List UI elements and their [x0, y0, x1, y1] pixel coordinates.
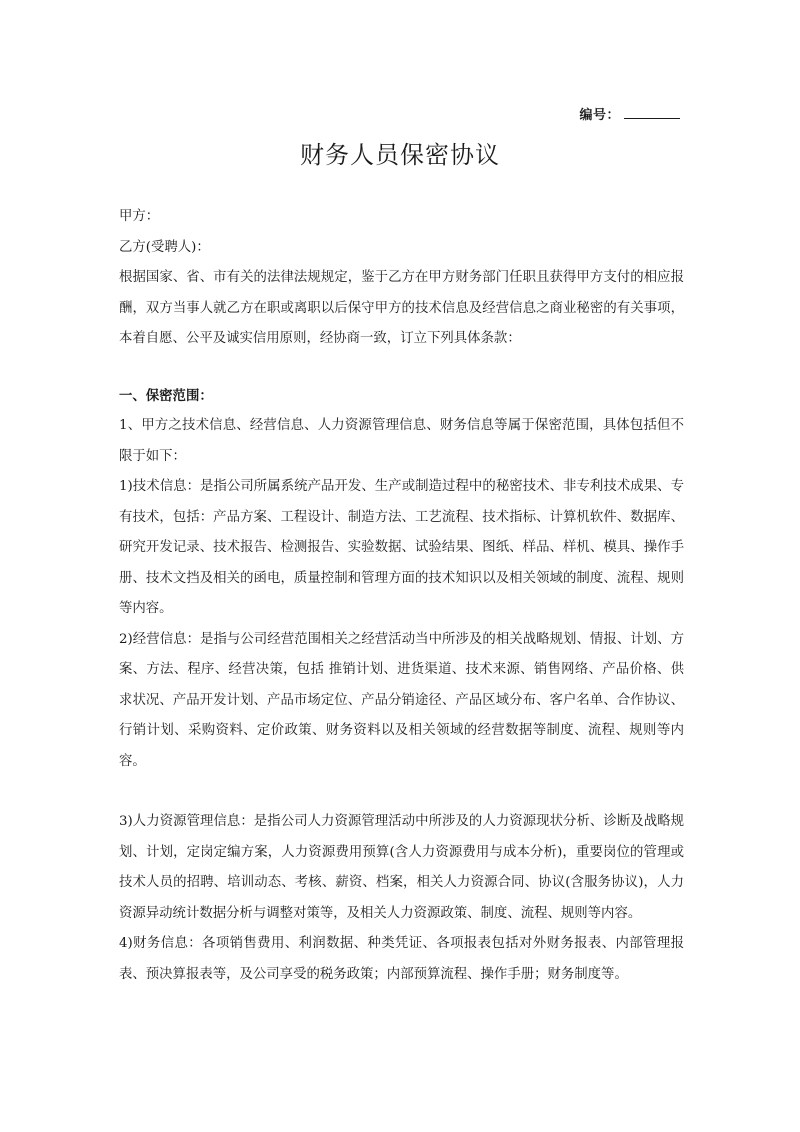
clause-financial-info: 4)财务信息：各项销售费用、利润数据、种类凭证、各项报表包括对外财务报表、内部管理报表、预决算报表等，及公司享受的税务政策；内部预算流程、操作手册；财务制度等。: [119, 936, 684, 982]
document-number-blank: [624, 108, 680, 119]
clause-technical-info: 1)技术信息：是指公司所属系统产品开发、生产或制造过程中的秘密技术、非专利技术成果、专有技术，包括：产品方案、工程设计、制造方法、工艺流程、技术指标、计算机软件、数据库、研究开发记录、技术报告、检测报告、实验数据、试验结果、图纸、样品、样机、模具、操作手册、技术文挡及相关的函电，质量控制和管理方面的技术知识以及相关领域的制度、流程、规则等内容。: [119, 479, 684, 616]
document-number-label: 编号：: [579, 108, 620, 123]
clause-business-info: 2)经营信息：是指与公司经营范围相关之经营活动当中所涉及的相关战略规划、情报、计划、方案、方法、程序、经营决策，包括 推销计划、进货渠道、技术来源、销售网络、产品价格、供求状况、产品开发计划、产品市场定位、产品分销途径、产品区域分布、客户名单、合作协议、行销计划、采购资料、定价政策、财务资料以及相关领域的经营数据等制度、流程、规则等内容。: [119, 631, 684, 769]
party-a-line: 甲方：: [119, 209, 160, 224]
clause-1: 1、甲方之技术信息、经营信息、人力资源管理信息、财务信息等属于保密范围，具体包括但不限于如下：: [119, 418, 684, 464]
party-b-line: 乙方(受聘人)：: [119, 239, 210, 255]
document-number: [579, 104, 680, 123]
section-heading-scope: 一、保密范围：: [119, 387, 213, 404]
clause-hr-info: 3)人力资源管理信息：是指公司人力资源管理活动中所涉及的人力资源现状分析、诊断及战略规划、计划，定岗定编方案，人力资源费用预算(含人力资源费用与成本分析)，重要岗位的管理或技术人员的招聘、培训动态、考核、薪资、档案，相关人力资源合同、协议(含服务协议)，人力资源异动统计数据分析与调整对策等，及相关人力资源政策、制度、流程、规则等内容。: [119, 814, 684, 921]
document-title: 财务人员保密协议: [300, 141, 500, 169]
preamble-paragraph: 根据国家、省、市有关的法律法规规定，鉴于乙方在甲方财务部门任职且获得甲方支付的相应报酬，双方当事人就乙方在职或离职以后保守甲方的技术信息及经营信息之商业秘密的有关事项，本着自愿、公平及诚实信用原则，经协商一致，订立下列具体条款：: [119, 270, 684, 346]
document-body: [119, 202, 684, 990]
